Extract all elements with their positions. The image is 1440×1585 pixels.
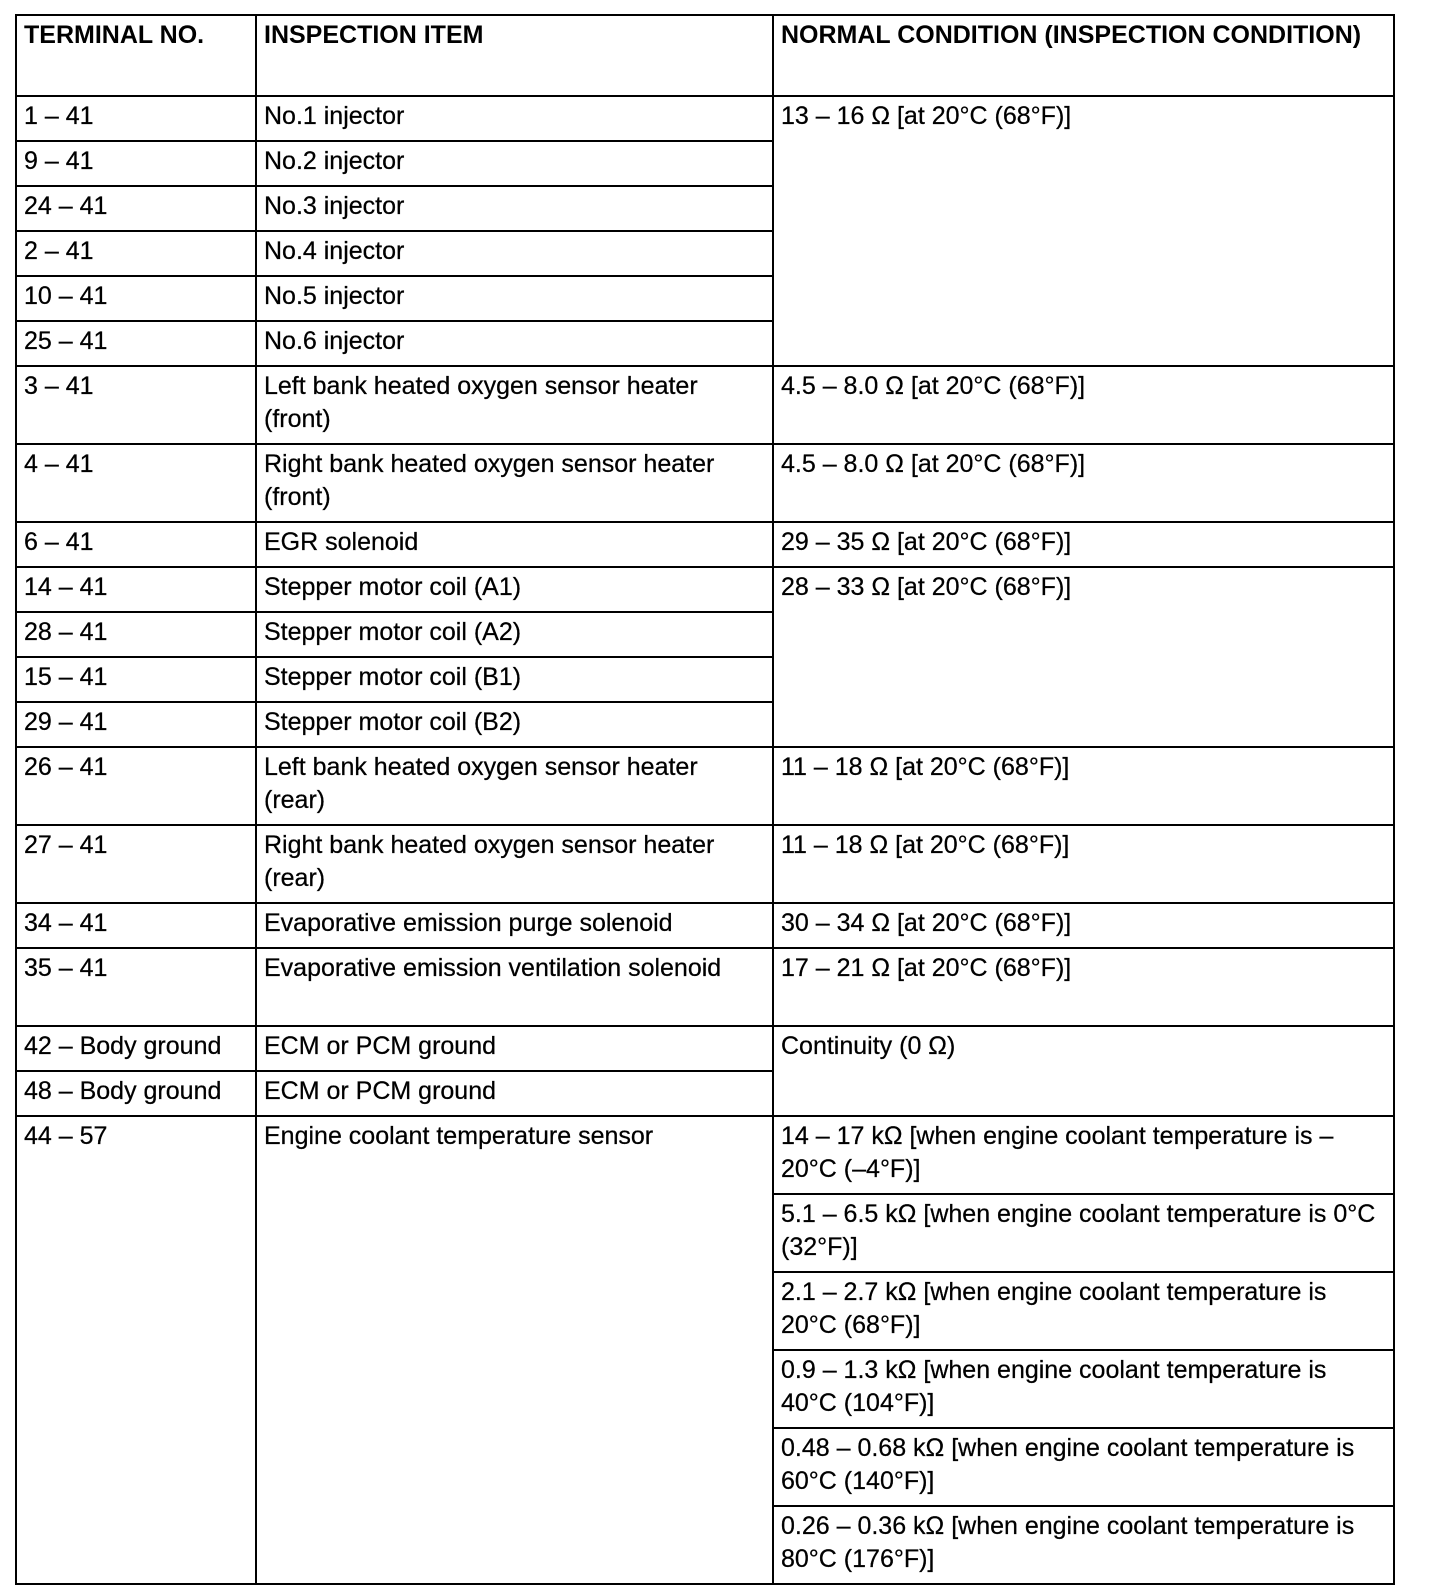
item-cell: ECM or PCM ground xyxy=(256,1026,773,1071)
item-cell: EGR solenoid xyxy=(256,522,773,567)
condition-cell: 30 – 34 Ω [at 20°C (68°F)] xyxy=(773,903,1394,948)
item-cell: Left bank heated oxygen sensor heater (front) xyxy=(256,366,773,444)
condition-cell: 5.1 – 6.5 kΩ [when engine coolant temperature is 0°C (32°F)] xyxy=(773,1194,1394,1272)
condition-cell: 14 – 17 kΩ [when engine coolant temperature is –20°C (–4°F)] xyxy=(773,1116,1394,1194)
condition-cell: 0.48 – 0.68 kΩ [when engine coolant temperature is 60°C (140°F)] xyxy=(773,1428,1394,1506)
condition-cell: 0.26 – 0.36 kΩ [when engine coolant temperature is 80°C (176°F)] xyxy=(773,1506,1394,1584)
terminal-cell: 2 – 41 xyxy=(16,231,256,276)
condition-cell: 11 – 18 Ω [at 20°C (68°F)] xyxy=(773,825,1394,903)
table-row xyxy=(16,96,1394,141)
terminal-no-header: TERMINAL NO. xyxy=(16,15,256,96)
condition-cell: 17 – 21 Ω [at 20°C (68°F)] xyxy=(773,948,1394,1026)
terminal-cell: 35 – 41 xyxy=(16,948,256,1026)
condition-cell: 2.1 – 2.7 kΩ [when engine coolant temperature is 20°C (68°F)] xyxy=(773,1272,1394,1350)
terminal-cell: 6 – 41 xyxy=(16,522,256,567)
item-cell: Stepper motor coil (A2) xyxy=(256,612,773,657)
condition-cell: 29 – 35 Ω [at 20°C (68°F)] xyxy=(773,522,1394,567)
item-cell: Evaporative emission purge solenoid xyxy=(256,903,773,948)
inspection-table xyxy=(15,14,1395,1585)
terminal-cell: 14 – 41 xyxy=(16,567,256,612)
terminal-cell: 29 – 41 xyxy=(16,702,256,747)
table-row xyxy=(16,747,1394,825)
terminal-cell: 10 – 41 xyxy=(16,276,256,321)
item-cell: Evaporative emission ventilation solenoid xyxy=(256,948,773,1026)
terminal-cell: 28 – 41 xyxy=(16,612,256,657)
item-cell: ECM or PCM ground xyxy=(256,1071,773,1116)
terminal-cell: 25 – 41 xyxy=(16,321,256,366)
condition-cell: 11 – 18 Ω [at 20°C (68°F)] xyxy=(773,747,1394,825)
table-row xyxy=(16,1116,1394,1194)
condition-cell: 28 – 33 Ω [at 20°C (68°F)] xyxy=(773,567,1394,747)
item-cell: No.4 injector xyxy=(256,231,773,276)
item-cell: Right bank heated oxygen sensor heater (rear) xyxy=(256,825,773,903)
item-cell: Left bank heated oxygen sensor heater (rear) xyxy=(256,747,773,825)
table-row xyxy=(16,1026,1394,1071)
item-cell: Engine coolant temperature sensor xyxy=(256,1116,773,1584)
item-cell: No.3 injector xyxy=(256,186,773,231)
normal-condition-header: NORMAL CONDITION (INSPECTION CONDITION) xyxy=(773,15,1394,96)
header-row xyxy=(16,15,1394,96)
item-cell: No.6 injector xyxy=(256,321,773,366)
item-cell: Stepper motor coil (B2) xyxy=(256,702,773,747)
item-cell: Stepper motor coil (B1) xyxy=(256,657,773,702)
condition-cell: 13 – 16 Ω [at 20°C (68°F)] xyxy=(773,96,1394,366)
terminal-cell: 4 – 41 xyxy=(16,444,256,522)
terminal-cell: 9 – 41 xyxy=(16,141,256,186)
terminal-cell: 24 – 41 xyxy=(16,186,256,231)
terminal-cell: 27 – 41 xyxy=(16,825,256,903)
item-cell: No.2 injector xyxy=(256,141,773,186)
item-cell: Stepper motor coil (A1) xyxy=(256,567,773,612)
terminal-cell: 3 – 41 xyxy=(16,366,256,444)
table-row xyxy=(16,825,1394,903)
inspection-item-header: INSPECTION ITEM xyxy=(256,15,773,96)
terminal-cell: 1 – 41 xyxy=(16,96,256,141)
item-cell: Right bank heated oxygen sensor heater (front) xyxy=(256,444,773,522)
condition-cell: Continuity (0 Ω) xyxy=(773,1026,1394,1116)
condition-cell: 4.5 – 8.0 Ω [at 20°C (68°F)] xyxy=(773,366,1394,444)
terminal-cell: 48 – Body ground xyxy=(16,1071,256,1116)
terminal-cell: 44 – 57 xyxy=(16,1116,256,1584)
table-row xyxy=(16,522,1394,567)
table-row xyxy=(16,903,1394,948)
terminal-cell: 42 – Body ground xyxy=(16,1026,256,1071)
terminal-cell: 34 – 41 xyxy=(16,903,256,948)
condition-cell: 0.9 – 1.3 kΩ [when engine coolant temperature is 40°C (104°F)] xyxy=(773,1350,1394,1428)
table-row xyxy=(16,567,1394,612)
table-row xyxy=(16,366,1394,444)
terminal-cell: 15 – 41 xyxy=(16,657,256,702)
terminal-cell: 26 – 41 xyxy=(16,747,256,825)
item-cell: No.5 injector xyxy=(256,276,773,321)
item-cell: No.1 injector xyxy=(256,96,773,141)
table-row xyxy=(16,444,1394,522)
table-row xyxy=(16,948,1394,1026)
condition-cell: 4.5 – 8.0 Ω [at 20°C (68°F)] xyxy=(773,444,1394,522)
